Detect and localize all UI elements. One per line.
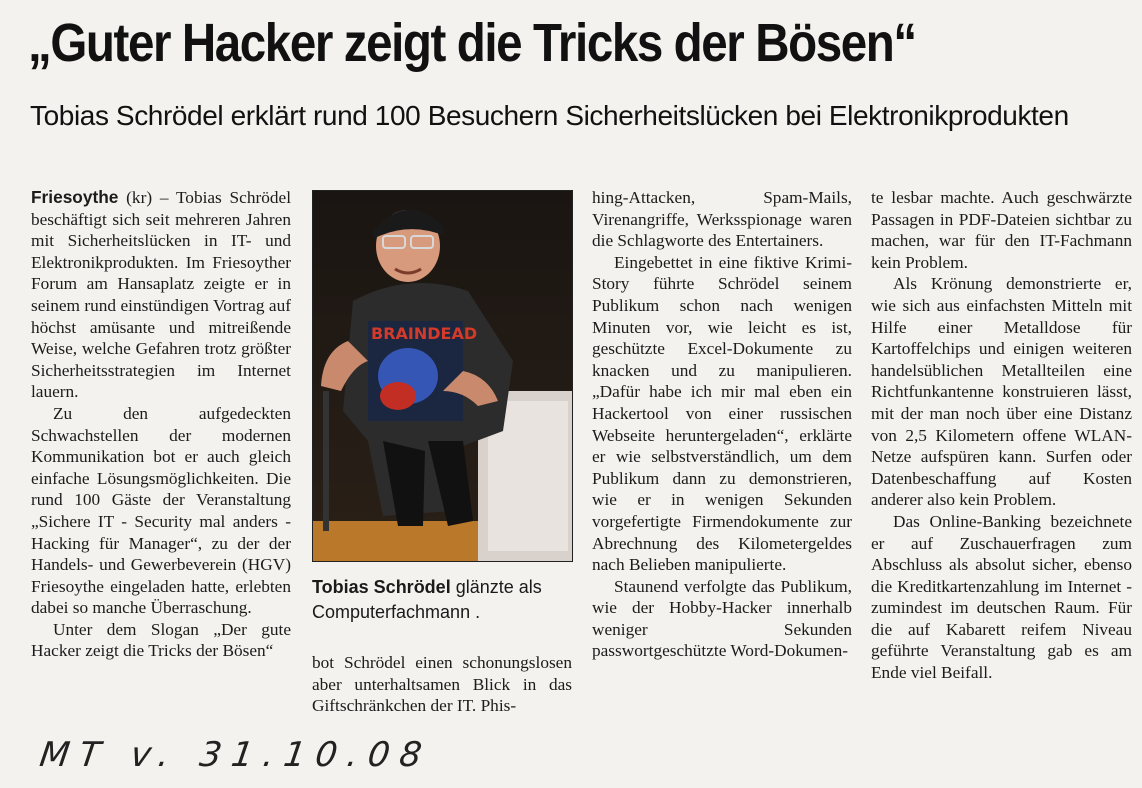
shirt-print-text: BRAINDEAD — [371, 324, 478, 343]
article-column-4 — [871, 187, 1132, 684]
paragraph-7: Staunend verfolgte das Publikum, wie der Hobby-Hacker innerhalb weniger Sekunden passwortgeschützte Word-Dokumen- — [592, 576, 852, 661]
paragraph-9: Als Krönung demonstrierte er, wie sich aus einfachsten Mitteln mit Hilfe einer Metalldose für Kartoffelchips und einigen weiteren handelsüblichen Metallteilen eine Richtfunkantenne konstruieren lässt, mit der man noch über eine Distanz von 2,5 Kilometern offene WLAN-Netze aufspüren kann. Surfen oder Datenbeschaffung auf Kosten anderer also kein Problem. — [871, 274, 1132, 510]
paragraph-8: te lesbar machte. Auch geschwärzte Passagen in PDF-Dateien sichtbar zu machen, war für den IT-Fachmann kein Problem. — [871, 188, 1132, 272]
photo-illustration — [313, 191, 572, 561]
photo-caption — [312, 575, 580, 625]
paragraph-2: Zu den aufgedeckten Schwachstellen der modernen Kommunikation bot er auch gleich einfache Lösungsmöglichkeiten. Die rund 100 Gäste der Veranstaltung „Sichere IT - Security mal anders - Hacking für Manager“, zu der der Handels- und Gewerbeverein (HGV) Friesoythe eingeladen hatte, erlebten dabei so manche Überraschung. — [31, 403, 291, 618]
paragraph-1-text: (kr) – Tobias Schrödel beschäftigt sich seit mehreren Jahren mit Sicherheitslücken in IT- und Elektronikprodukten. Im Friesoyther Forum am Hansaplatz zeigte er in seinem rund einstündigen Vortrag auf höchst amüsante und mitreißende Weise, welche Gefahren trotz größter Sicherheitsstrategien im Internet lauern. — [31, 188, 291, 402]
paragraph-6: Eingebettet in eine fiktive Krimi-Story führte Schrödel seinem Publikum schon nach wenigen Minuten vor, wie leicht es ist, geschützte Excel-Dokumente zu knacken und zu manipulieren. „Dafür habe ich mir mal eben ein Hackertool von einer russischen Webseite heruntergeladen“, erklärte er wie selbstverständlich, um dem Publikum dann zu demonstrieren, wie er in wenigen Sekunden vorgefertigte Firmendokumente zur Abrechnung des Kilometergeldes nach Belieben manipulierte. — [592, 252, 852, 575]
paragraph-4: bot Schrödel einen schonungslosen aber unterhaltsamen Blick in das Giftschränkchen der IT. Phis- — [312, 653, 572, 716]
article-column-1 — [31, 187, 291, 662]
subheadline: Tobias Schrödel erklärt rund 100 Besuchern Sicherheitslücken bei Elektronikprodukten — [30, 100, 1069, 131]
caption-name: Tobias Schrödel — [312, 577, 451, 597]
dateline: Friesoythe — [31, 187, 119, 207]
headline: „Guter Hacker zeigt die Tricks der Bösen“ — [28, 13, 916, 73]
article-column-2-lower — [312, 652, 572, 717]
paragraph-5: hing-Attacken, Spam-Mails, Virenangriffe, Werksspionage waren die Schlagworte des Entertainers. — [592, 188, 852, 251]
paragraph-1 — [31, 187, 291, 403]
article-column-3 — [592, 187, 852, 662]
photo-tobias-schroedel — [312, 190, 573, 562]
handwritten-date-note: MT v. 31.10.08 — [37, 735, 435, 775]
paragraph-3: Unter dem Slogan „Der gute Hacker zeigt die Tricks der Bösen“ — [31, 619, 291, 661]
paragraph-10: Das Online-Banking bezeichnete er auf Zuschauerfragen zum Abschluss als absolut sicher, ebenso die Kreditkartenzahlung im Internet - zumindest im deutschen Raum. Für die auf Kabarett reifem Niveau geführte Veranstaltung gab es am Ende viel Beifall. — [871, 511, 1132, 683]
caption-text: glänzte als Computerfachmann . — [312, 577, 542, 622]
